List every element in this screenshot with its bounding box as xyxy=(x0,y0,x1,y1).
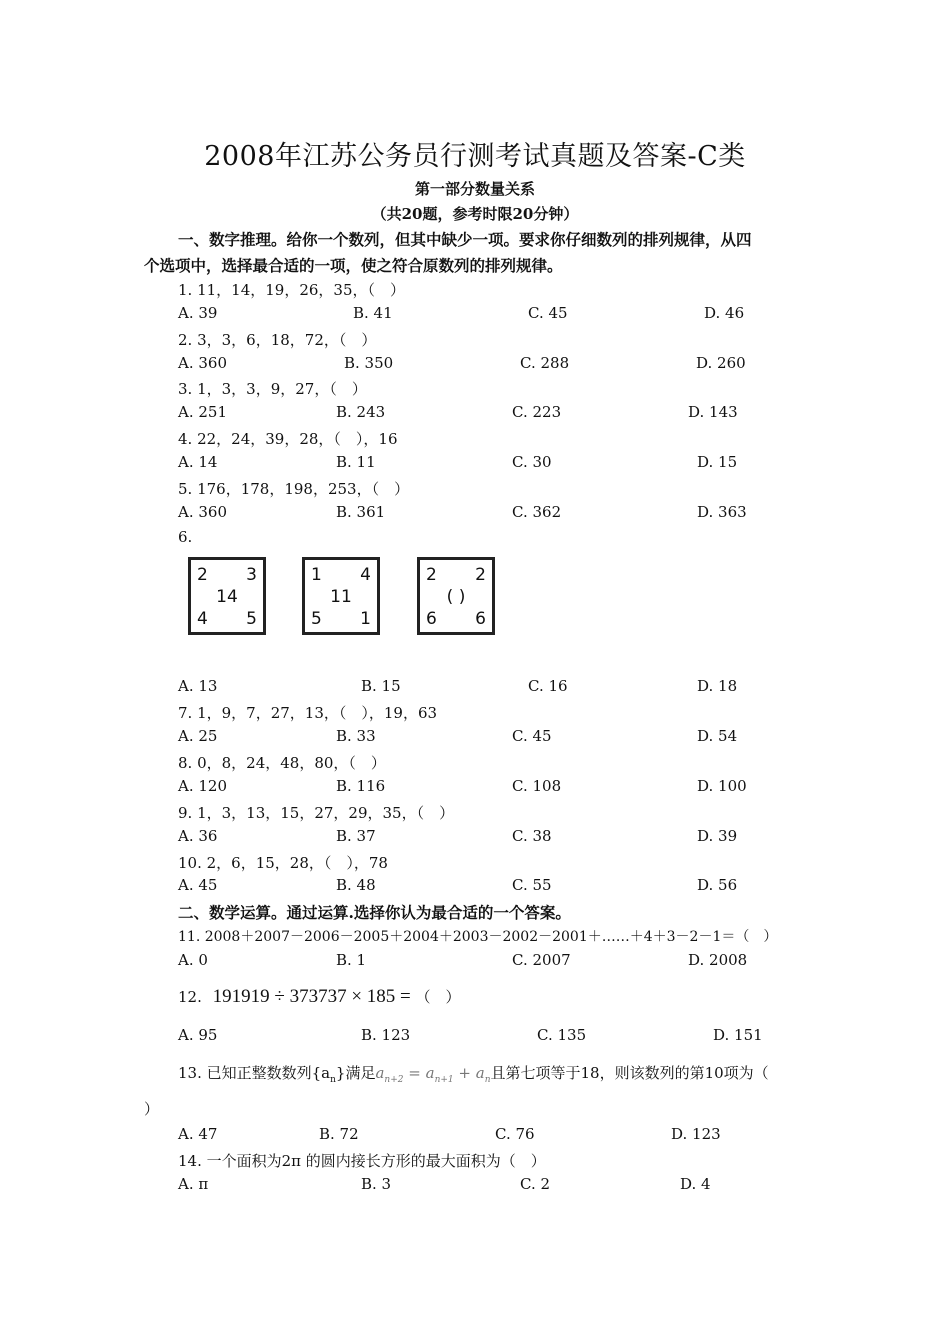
q13-text-3: 且第七项等于18，则该数列的第10项为（ xyxy=(490,1064,769,1082)
q5-option-b: B. 361 xyxy=(336,503,386,521)
q5-option-c: C. 362 xyxy=(512,503,562,521)
question-11: 11. 2008＋2007－2006－2005＋2004＋2003－2002－2001＋……＋4＋3－2－1＝（ ） xyxy=(178,929,778,945)
number-box-2 xyxy=(302,557,380,635)
question-14: 14. 一个面积为2π 的圆内接长方形的最大面积为（ ） xyxy=(178,1152,546,1170)
q9-option-a: A. 36 xyxy=(178,827,218,845)
question-6: 6. xyxy=(178,528,193,546)
q3-option-b: B. 243 xyxy=(336,403,386,421)
box2-center: 11 xyxy=(330,587,352,607)
q13-text-1: 13. 已知正整数数列{a xyxy=(178,1064,331,1082)
q13-closing-paren: ） xyxy=(144,1100,160,1118)
q8-option-b: B. 116 xyxy=(336,777,386,795)
box3-top-right: 2 xyxy=(475,565,486,585)
question-12 xyxy=(178,986,461,1008)
q13-formula-a3: a xyxy=(475,1064,485,1082)
q13-formula-s1: n+2 xyxy=(384,1075,404,1085)
number-box-1 xyxy=(188,557,266,635)
q6-option-d: D. 18 xyxy=(697,677,738,695)
q13-formula xyxy=(375,1064,491,1085)
q7-option-c: C. 45 xyxy=(512,727,552,745)
q13-option-d: D. 123 xyxy=(671,1125,721,1143)
box1-bottom-left: 4 xyxy=(197,609,208,629)
q13-formula-plus: + xyxy=(453,1064,476,1082)
q2-option-c: C. 288 xyxy=(520,354,570,372)
q12-number: 12. xyxy=(178,988,202,1006)
q1-option-b: B. 41 xyxy=(353,304,393,322)
box2-top-left: 1 xyxy=(311,565,322,585)
box3-bottom-right: 6 xyxy=(475,609,486,629)
q13-formula-a1: a xyxy=(375,1064,385,1082)
question-7: 7. 1，9，7，27，13，（ ），19，63 xyxy=(178,704,438,722)
q12-option-c: C. 135 xyxy=(537,1026,587,1044)
q2-option-a: A. 360 xyxy=(178,354,227,372)
q10-option-d: D. 56 xyxy=(697,876,738,894)
q8-option-d: D. 100 xyxy=(697,777,747,795)
section1-intro-line2: 个选项中，选择最合适的一项，使之符合原数列的排列规律。 xyxy=(144,256,563,275)
q10-option-b: B. 48 xyxy=(336,876,376,894)
question-8: 8. 0，8，24，48，80，（ ） xyxy=(178,754,386,772)
q13-formula-s3: n xyxy=(484,1075,491,1085)
question-9: 9. 1，3，13，15，27，29，35，（ ） xyxy=(178,804,455,822)
q7-option-a: A. 25 xyxy=(178,727,218,745)
q3-option-c: C. 223 xyxy=(512,403,562,421)
q5-option-d: D. 363 xyxy=(697,503,747,521)
question-3: 3. 1，3，3，9，27，（ ） xyxy=(178,380,367,398)
q11-option-c: C. 2007 xyxy=(512,951,571,969)
q4-option-d: D. 15 xyxy=(697,453,738,471)
question-13 xyxy=(178,1062,769,1085)
q11-option-a: A. 0 xyxy=(178,951,208,969)
q14-option-a: A. π xyxy=(178,1175,209,1193)
section1-intro-line1: 一、数字推理。给你一个数列，但其中缺少一项。要求你仔细数列的排列规律，从四 xyxy=(178,230,752,249)
q3-option-a: A. 251 xyxy=(178,403,227,421)
q12-option-d: D. 151 xyxy=(713,1026,763,1044)
q3-option-d: D. 143 xyxy=(688,403,738,421)
q13-formula-s2: n+1 xyxy=(434,1075,454,1085)
q14-option-c: C. 2 xyxy=(520,1175,551,1193)
q9-option-b: B. 37 xyxy=(336,827,376,845)
q9-option-c: C. 38 xyxy=(512,827,552,845)
q5-option-a: A. 360 xyxy=(178,503,227,521)
q8-option-c: C. 108 xyxy=(512,777,562,795)
box1-top-left: 2 xyxy=(197,565,208,585)
q12-expression: 191919 ÷ 373737 × 185 = xyxy=(212,986,411,1007)
q6-option-c: C. 16 xyxy=(528,677,568,695)
box1-top-right: 3 xyxy=(246,565,257,585)
box3-center: ( ) xyxy=(446,587,466,607)
q6-option-b: B. 15 xyxy=(361,677,401,695)
q1-option-d: D. 46 xyxy=(704,304,745,322)
q1-option-a: A. 39 xyxy=(178,304,218,322)
box3-top-left: 2 xyxy=(426,565,437,585)
q1-option-c: C. 45 xyxy=(528,304,568,322)
q11-option-b: B. 1 xyxy=(336,951,367,969)
q12-option-b: B. 123 xyxy=(361,1026,411,1044)
q2-option-d: D. 260 xyxy=(696,354,746,372)
box2-top-right: 4 xyxy=(360,565,371,585)
q13-formula-a2: a xyxy=(425,1064,435,1082)
question-1: 1. 11，14，19，26，35，（ ） xyxy=(178,281,406,299)
q8-option-a: A. 120 xyxy=(178,777,227,795)
part-note: （共20题，参考时限20分钟） xyxy=(371,205,579,223)
box1-bottom-right: 5 xyxy=(246,609,257,629)
number-box-3 xyxy=(417,557,495,635)
q13-sub-n: n xyxy=(330,1075,336,1085)
box2-bottom-right: 1 xyxy=(360,609,371,629)
question-5: 5. 176，178，198，253，（ ） xyxy=(178,480,410,498)
q6-option-a: A. 13 xyxy=(178,677,218,695)
q4-option-c: C. 30 xyxy=(512,453,552,471)
q13-option-c: C. 76 xyxy=(495,1125,535,1143)
q4-option-b: B. 11 xyxy=(336,453,376,471)
q13-formula-eq: = xyxy=(403,1064,426,1082)
q10-option-a: A. 45 xyxy=(178,876,218,894)
q14-option-b: B. 3 xyxy=(361,1175,392,1193)
q11-option-d: D. 2008 xyxy=(688,951,748,969)
q13-text-2: }满足 xyxy=(335,1064,376,1082)
document-title: 2008年江苏公务员行测考试真题及答案-C类 xyxy=(204,141,746,172)
section2-intro: 二、数学运算。通过运算.选择你认为最合适的一个答案。 xyxy=(178,903,571,922)
q10-option-c: C. 55 xyxy=(512,876,552,894)
part-heading: 第一部分数量关系 xyxy=(414,180,535,198)
q7-option-d: D. 54 xyxy=(697,727,738,745)
q2-option-b: B. 350 xyxy=(344,354,394,372)
question-4: 4. 22，24，39，28，（ ），16 xyxy=(178,430,398,448)
box3-bottom-left: 6 xyxy=(426,609,437,629)
q9-option-d: D. 39 xyxy=(697,827,738,845)
box2-bottom-left: 5 xyxy=(311,609,322,629)
q13-option-b: B. 72 xyxy=(319,1125,359,1143)
q12-blank: （ ） xyxy=(415,988,461,1006)
q4-option-a: A. 14 xyxy=(178,453,218,471)
q14-option-d: D. 4 xyxy=(680,1175,711,1193)
q12-option-a: A. 95 xyxy=(178,1026,218,1044)
q13-option-a: A. 47 xyxy=(178,1125,218,1143)
box1-center: 14 xyxy=(216,587,238,607)
question-2: 2. 3，3，6，18，72，（ ） xyxy=(178,331,377,349)
question-10: 10. 2，6，15，28，（ ），78 xyxy=(178,854,388,872)
q7-option-b: B. 33 xyxy=(336,727,376,745)
